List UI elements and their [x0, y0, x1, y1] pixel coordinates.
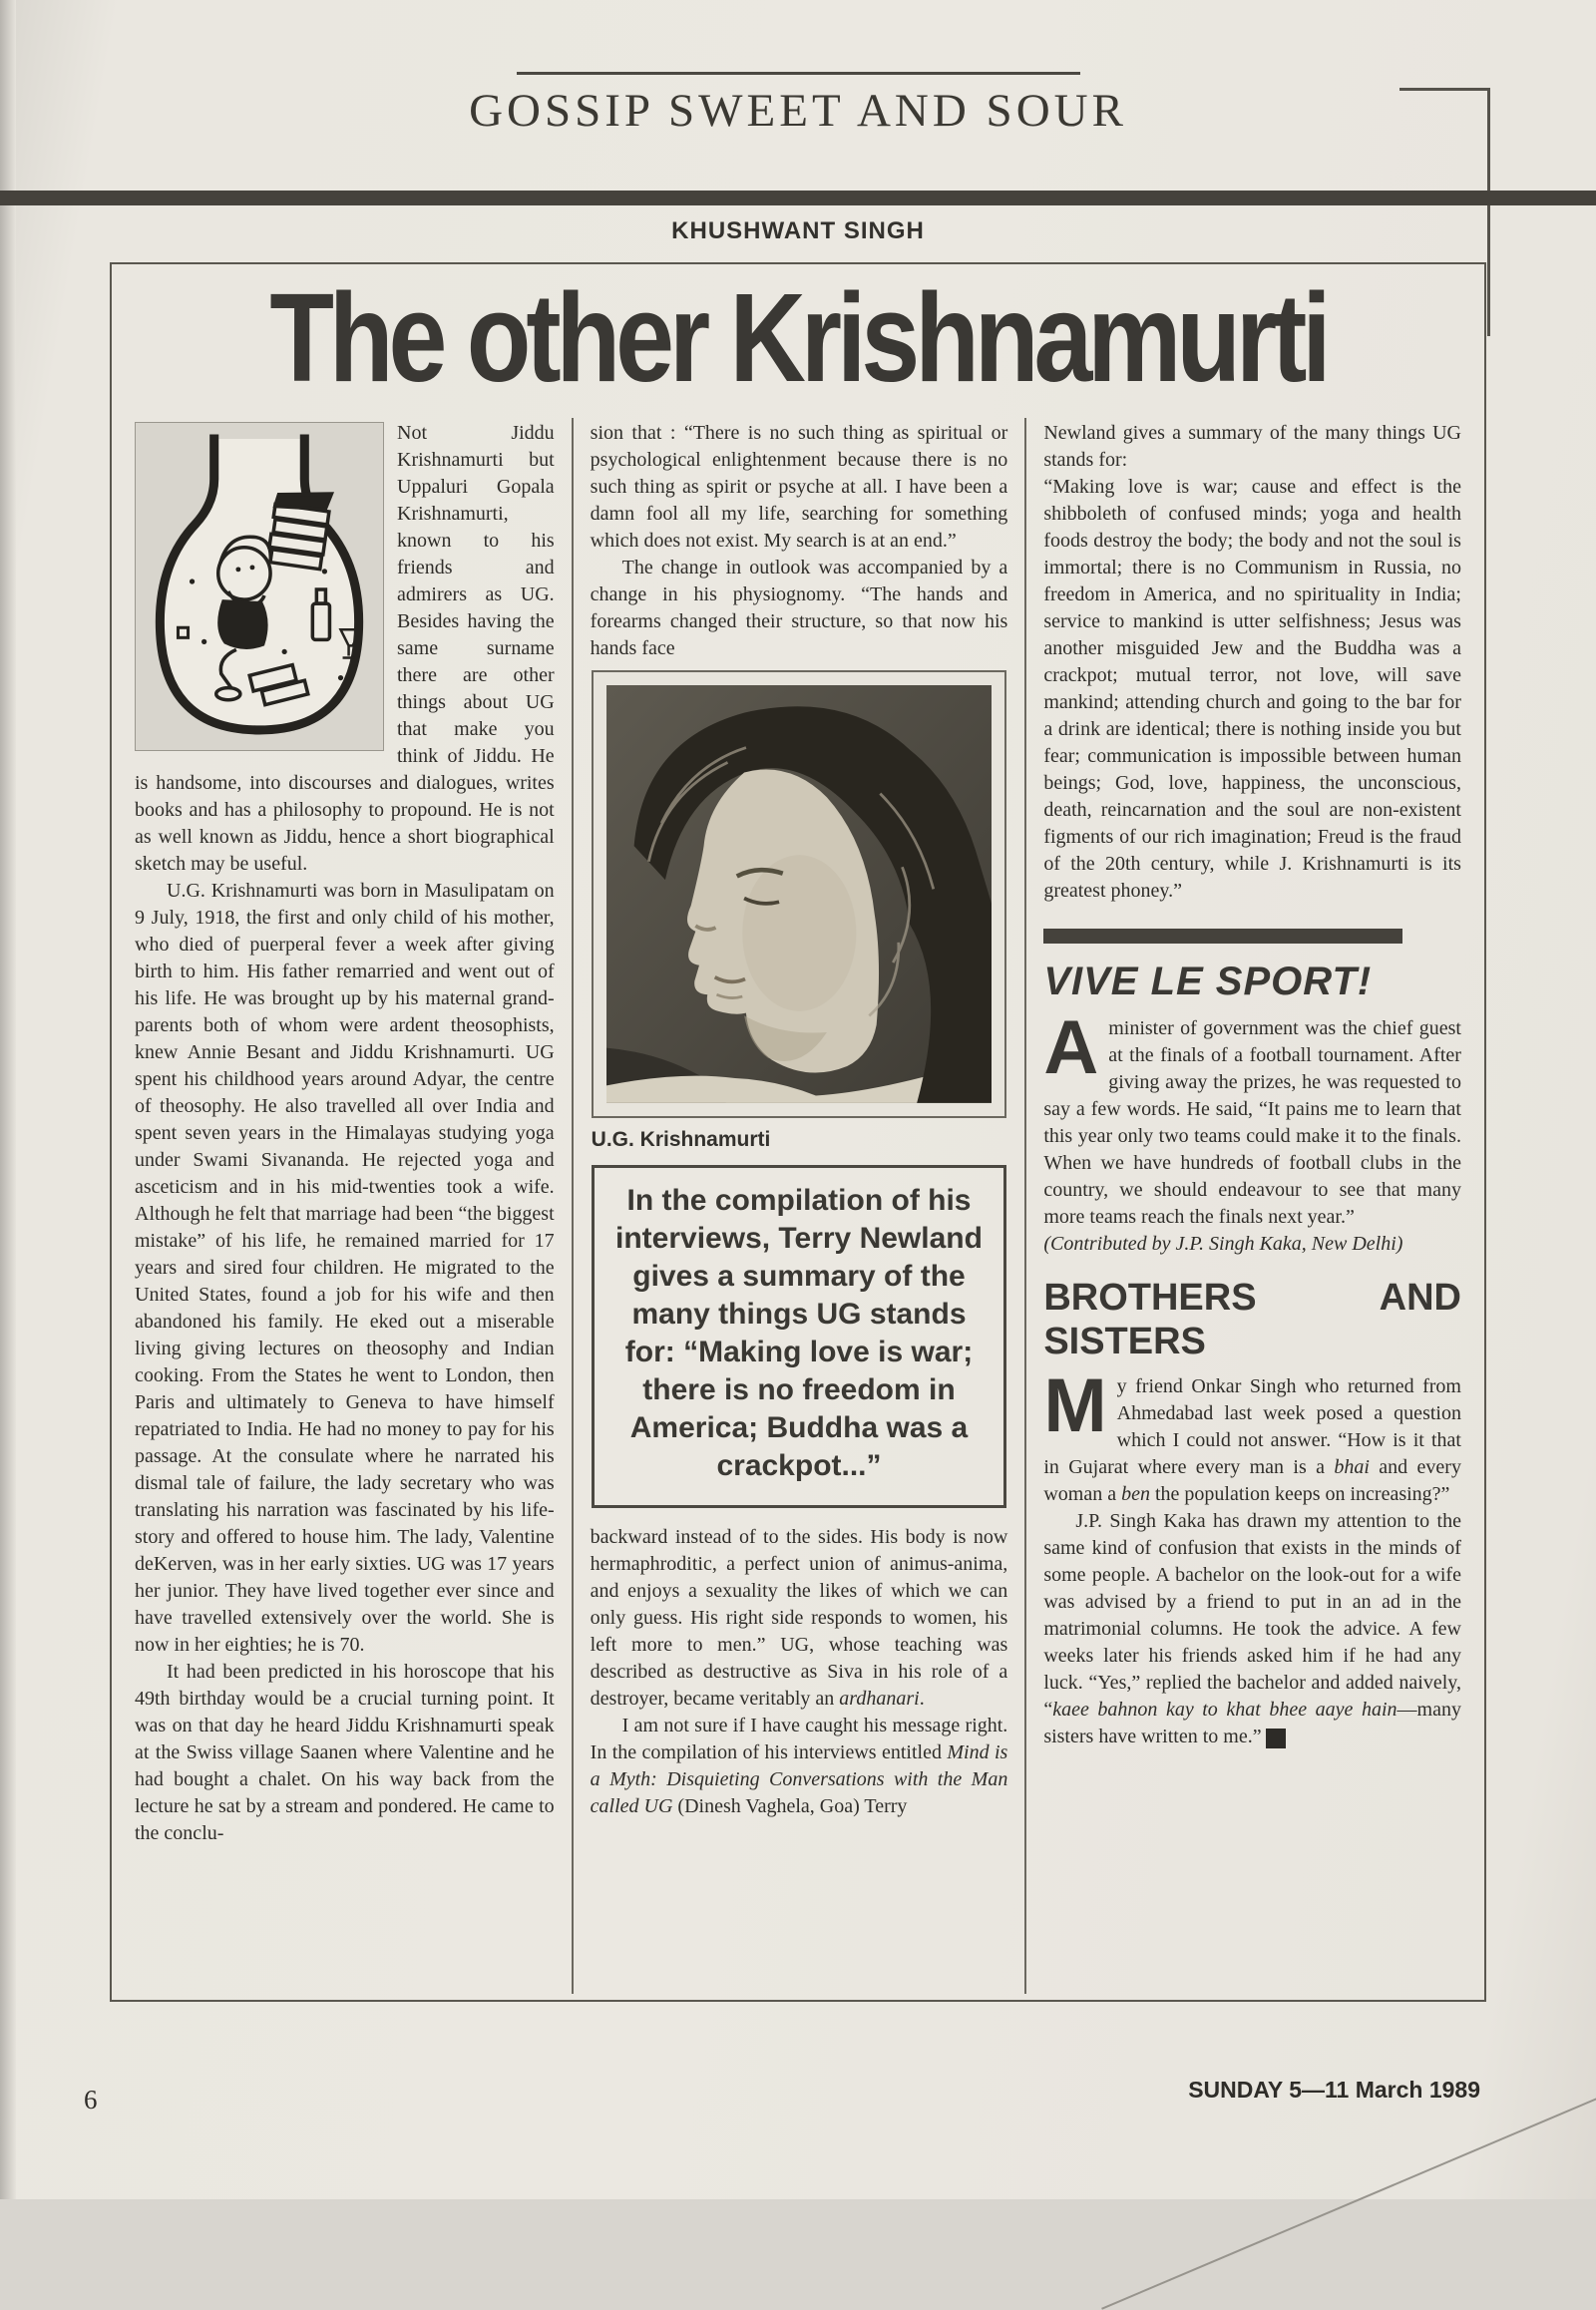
- column-middle: [572, 418, 1025, 1994]
- paragraph: [1043, 1363, 1461, 1508]
- portrait-photo-image: [606, 685, 993, 1103]
- pull-quote-box: In the compilation of his interviews, Terry Newland gives a summary of the many things UG stands for: “Making love is war; there is no freedom in America; Buddha was a crackpot...”: [592, 1165, 1007, 1508]
- body-text: (Dinesh Vaghela, Goa) Terry: [672, 1794, 908, 1817]
- body-text: Not Jiddu Krishnamurti but Uppaluri Gopala Krishnamurti, known to his friends and admirers as UG. Besides having the same surname there are other things about UG that make you think of Jiddu. He is handsome, into discourses and dialogues, writes books and has a philosophy to propound. He is not as well known as Jiddu, hence a short biographical sketch may be useful.: [135, 422, 555, 875]
- book-title: Mind is a Myth: Disquieting Conversations with the Man called UG: [590, 1740, 1008, 1817]
- paragraph: [591, 1524, 1008, 1713]
- body-text: y friend Onkar Singh who returned from Ahmedabad last week posed a question which I could not answer. “How is it that in Gujarat where every man is a: [1043, 1375, 1461, 1478]
- masthead: [0, 0, 1596, 262]
- italic-term: bhai: [1334, 1456, 1370, 1478]
- body-text: sion that : “There is no such thing as spiritual or psychological enlightenment because there is no such thing as spirit or psyche at all. I have been a damn fool all my life, searching for something which does not exist. My search is at an end.”: [590, 422, 1008, 552]
- section-heading-brothers-and-sisters: BROTHERS AND SISTERS: [1043, 1277, 1461, 1362]
- body-text: U.G. Krishnamurti was born in Masulipatam on 9 July, 1918, the first and only child of his mother, who died of puerperal fever a week after giving birth to him. His father remarried and went out of his life. He was brought up by his maternal grand-parents both of whom were ardent theosophists, knew Annie Besant and Jiddu Krishnamurti. UG spent his childhood years around Adyar, the centre of theosophy. He also travelled all over India and spent seven years in the Himalayas studying yoga under Swami Sivananda. He rejected yoga and asceticism and in his mid-twenties took a wife. Although he felt that marriage had been “the biggest mistake” of his life, he remained married for 17 years and sired four children. He migrated to the United States, found a job for his wife and then abandoned his family. He eked out a miserable living giving lectures on theosophy and Indian cooking. From the States he went to London, then Paris and ultimately to Geneva to have himself repatriated to India. He had no money to pay for his passage. At the consulate where he narrated his dismal tale of failure, the lady secretary who was translating his narration was fascinated by his life-story and offered to house him. The lady, Valentine deKerven, was in her early sixties. UG was 17 years her junior. They have lived together ever since and have travelled extensively over the world. She is now in her eighties; he is 70.: [135, 880, 555, 1656]
- column-right: [1024, 418, 1478, 1994]
- body-text: .: [919, 1687, 925, 1710]
- body-text: The change in outlook was accompanied by a change in his physiognomy. “The hands and forearms changed their structure, so that now his hands face: [590, 557, 1008, 659]
- masthead-overline-rule: [517, 72, 1080, 75]
- body-text: “Making love is war; cause and effect is the shibboleth of confused minds; yoga and health foods destroy the body; the body and not the soul is immortal; there is no Communism in Russia, no freedom in America, and no spirituality in India; service to mankind is utter selfishness; Jesus was another misguided Jew and the Buddha was a crackpot; mutual terror, not love, will save mankind; attending church and going to the bar for a drink are identical; there is nothing inside you but fear; communication is impossible between human beings; God, love, happiness, the unconscious, death, reincarnation and the soul are non-existent figments of our rich imagination; Freud is the fraud of the 20th century, while J. Krishnamurti is its greatest phoney.”: [1043, 476, 1461, 902]
- masthead-divider-bar: [0, 191, 1596, 205]
- page-number: 6: [84, 2085, 98, 2115]
- end-mark: S: [1266, 1729, 1286, 1748]
- paragraph: [135, 1659, 555, 1847]
- paragraph: [591, 555, 1008, 662]
- paragraph: [1043, 420, 1461, 474]
- body-text: J.P. Singh Kaka has drawn my attention to the same kind of confusion that exists in the minds of some people. A bachelor on the look-out for a wife was advised by a friend to put in an ad in the matrimonial columns. He took the advice. A few weeks later his friends asked him if he had any luck. “Yes,” replied the bachelor and added naively, “: [1043, 1510, 1461, 1721]
- quotation-block: [1043, 474, 1461, 905]
- paragraph: [591, 420, 1008, 555]
- body-text: and every woman a: [1043, 1456, 1461, 1505]
- article-columns: [112, 418, 1484, 1994]
- body-text: (Contributed by J.P. Singh Kaka, New Delhi): [1043, 1233, 1403, 1255]
- ug-portrait-photo: [592, 670, 1007, 1118]
- body-text: minister of government was the chief guest at the finals of a football tournament. After giving away the prizes, he was requested to say a few words. He said, “It pains me to learn that this year only two teams could make it to the finals. When we have hundreds of football clubs in the country, we should endeavour to see that many more teams reach the finals next year.”: [1043, 1017, 1461, 1228]
- italic-term: ardhanari: [839, 1687, 920, 1710]
- scan-fold-line: [1101, 2090, 1596, 2310]
- ug-cartoon-illustration: [135, 422, 384, 751]
- flask-cartoon-icon: [144, 431, 375, 742]
- body-text: —many sisters have written to me.”: [1043, 1699, 1461, 1747]
- body-text: I am not sure if I have caught his message right. In the compilation of his interviews entitled: [590, 1714, 1008, 1763]
- paragraph: [1043, 1005, 1461, 1231]
- drop-cap: A: [1043, 1005, 1099, 1090]
- column-title: GOSSIP SWEET AND SOUR: [469, 85, 1127, 137]
- italic-phrase: kaee bahnon kay to khat bhee aaye hain: [1052, 1699, 1397, 1721]
- scan-edge-shadow: [0, 0, 16, 2199]
- paragraph: [1043, 1508, 1461, 1750]
- section-heading-vive-le-sport: VIVE LE SPORT!: [1043, 960, 1373, 1003]
- article-frame: [110, 262, 1486, 2002]
- paragraph: [591, 1713, 1008, 1820]
- issue-date: SUNDAY 5—11 March 1989: [1188, 2077, 1480, 2103]
- photo-caption: U.G. Krishnamurti: [591, 1127, 771, 1151]
- author-byline: KHUSHWANT SINGH: [671, 217, 925, 244]
- contributor-credit: [1043, 1231, 1461, 1258]
- paragraph: [135, 878, 555, 1659]
- article-headline: The other Krishnamurti: [269, 267, 1327, 408]
- body-text: It had been predicted in his horoscope that his 49th birthday would be a crucial turning point. It was on that day he heard Jiddu Krishnamurti speak at the Swiss village Saanen where Valentine and he had bought a chalet. On his way back from the lecture he sat by a stream and pondered. He came to the conclu-: [135, 1661, 555, 1844]
- body-text: backward instead of to the sides. His body is now hermaphroditic, a perfect union of animus-anima, and enjoys a sexuality the likes of which we can only guess. His right side responds to women, his left more to men.” UG, whose teaching was described as destructive as Siva in his role of a destroyer, became veritably an: [590, 1525, 1008, 1710]
- italic-term: ben: [1121, 1483, 1150, 1505]
- drop-cap: M: [1043, 1363, 1107, 1448]
- body-text: the population keeps on increasing?”: [1149, 1483, 1450, 1505]
- section-divider-bar: [1043, 929, 1402, 944]
- body-text: Newland gives a summary of the many things UG stands for:: [1043, 422, 1461, 471]
- column-left: [118, 418, 572, 1994]
